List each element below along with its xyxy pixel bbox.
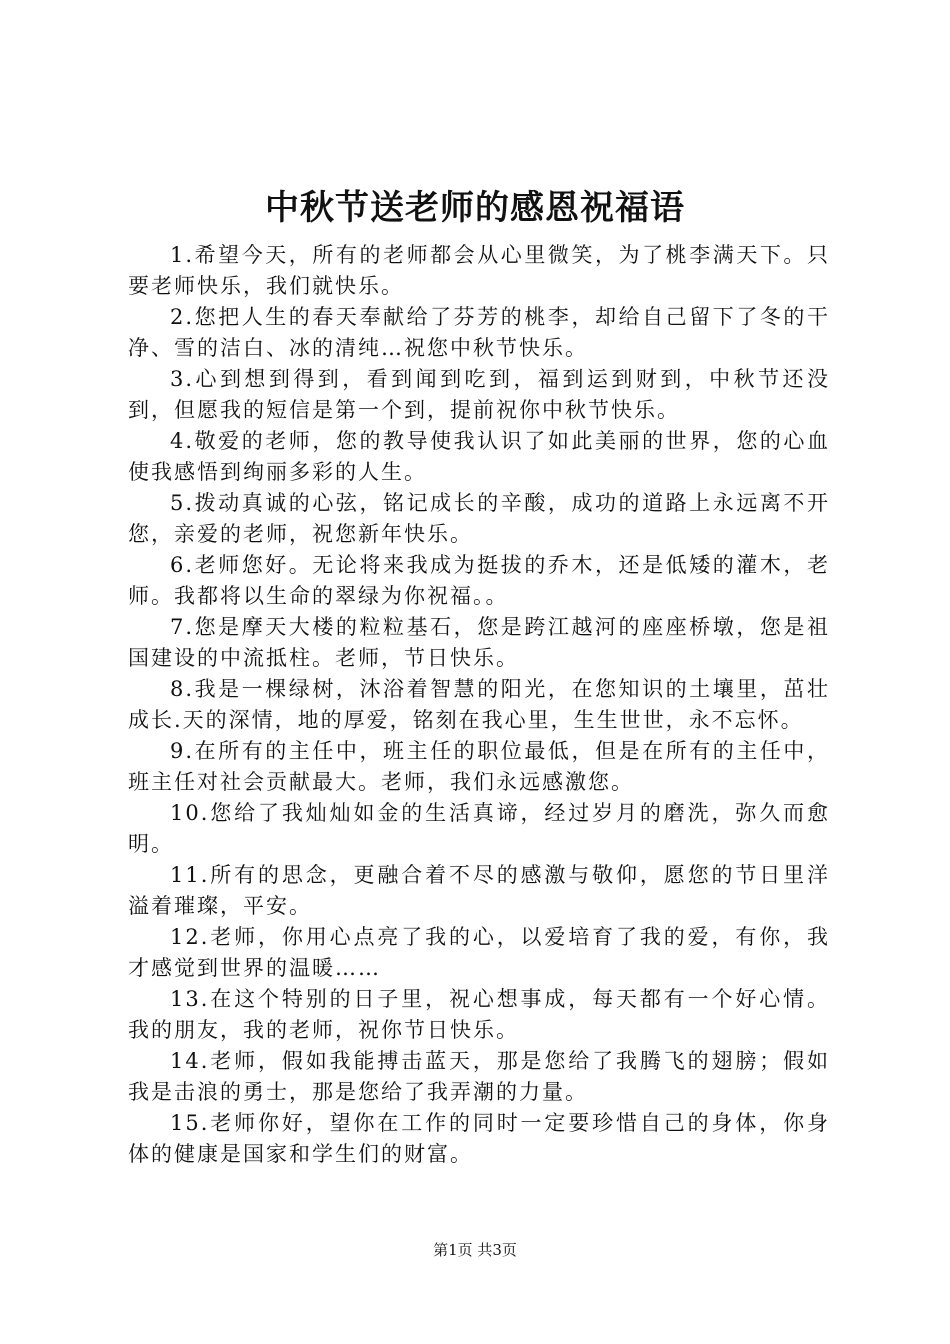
paragraph: 3.心到想到得到，看到闻到吃到，福到运到财到，中秋节还没到，但愿我的短信是第一个到，提前祝你中秋节快乐。	[128, 367, 830, 422]
paragraph: 15.老师你好，望你在工作的同时一定要珍惜自己的身体，你身体的健康是国家和学生们的财富。	[128, 1111, 830, 1166]
paragraph: 7.您是摩天大楼的粒粒基石，您是跨江越河的座座桥墩，您是祖国建设的中流抵柱。老师，节日快乐。	[128, 615, 830, 670]
paragraph: 14.老师，假如我能搏击蓝天，那是您给了我腾飞的翅膀；假如我是击浪的勇士，那是您给了我弄潮的力量。	[128, 1049, 830, 1104]
page-footer	[0, 1240, 950, 1260]
document-title: 中秋节送老师的感恩祝福语	[265, 188, 685, 228]
paragraph: 11.所有的思念，更融合着不尽的感激与敬仰，愿您的节日里洋溢着璀璨，平安。	[128, 863, 830, 918]
paragraph: 4.敬爱的老师，您的教导使我认识了如此美丽的世界，您的心血使我感悟到绚丽多彩的人生。	[128, 429, 830, 484]
paragraph: 13.在这个特别的日子里，祝心想事成，每天都有一个好心情。我的朋友，我的老师，祝你节日快乐。	[128, 987, 830, 1042]
paragraph: 9.在所有的主任中，班主任的职位最低，但是在所有的主任中，班主任对社会贡献最大。老师，我们永远感激您。	[128, 739, 830, 794]
paragraph: 6.老师您好。无论将来我成为挺拔的乔木，还是低矮的灌木，老师。我都将以生命的翠绿为你祝福。。	[128, 553, 830, 608]
paragraph: 12.老师，你用心点亮了我的心，以爱培育了我的爱，有你，我才感觉到世界的温暖……	[128, 925, 830, 980]
paragraph: 10.您给了我灿灿如金的生活真谛，经过岁月的磨洗，弥久而愈明。	[128, 801, 830, 856]
paragraph: 5.拨动真诚的心弦，铭记成长的辛酸，成功的道路上永远离不开您，亲爱的老师，祝您新年快乐。	[128, 491, 830, 546]
paragraph: 1.希望今天，所有的老师都会从心里微笑，为了桃李满天下。只要老师快乐，我们就快乐。	[128, 243, 830, 298]
page-number: 第1页 共3页	[433, 1241, 517, 1259]
paragraph: 2.您把人生的春天奉献给了芬芳的桃李，却给自己留下了冬的干净、雪的洁白、冰的清纯…祝您中秋节快乐。	[128, 305, 830, 360]
document-body	[128, 240, 830, 1170]
paragraph: 8.我是一棵绿树，沐浴着智慧的阳光，在您知识的土壤里，茁壮成长.天的深情，地的厚爱，铭刻在我心里，生生世世，永不忘怀。	[128, 677, 830, 732]
